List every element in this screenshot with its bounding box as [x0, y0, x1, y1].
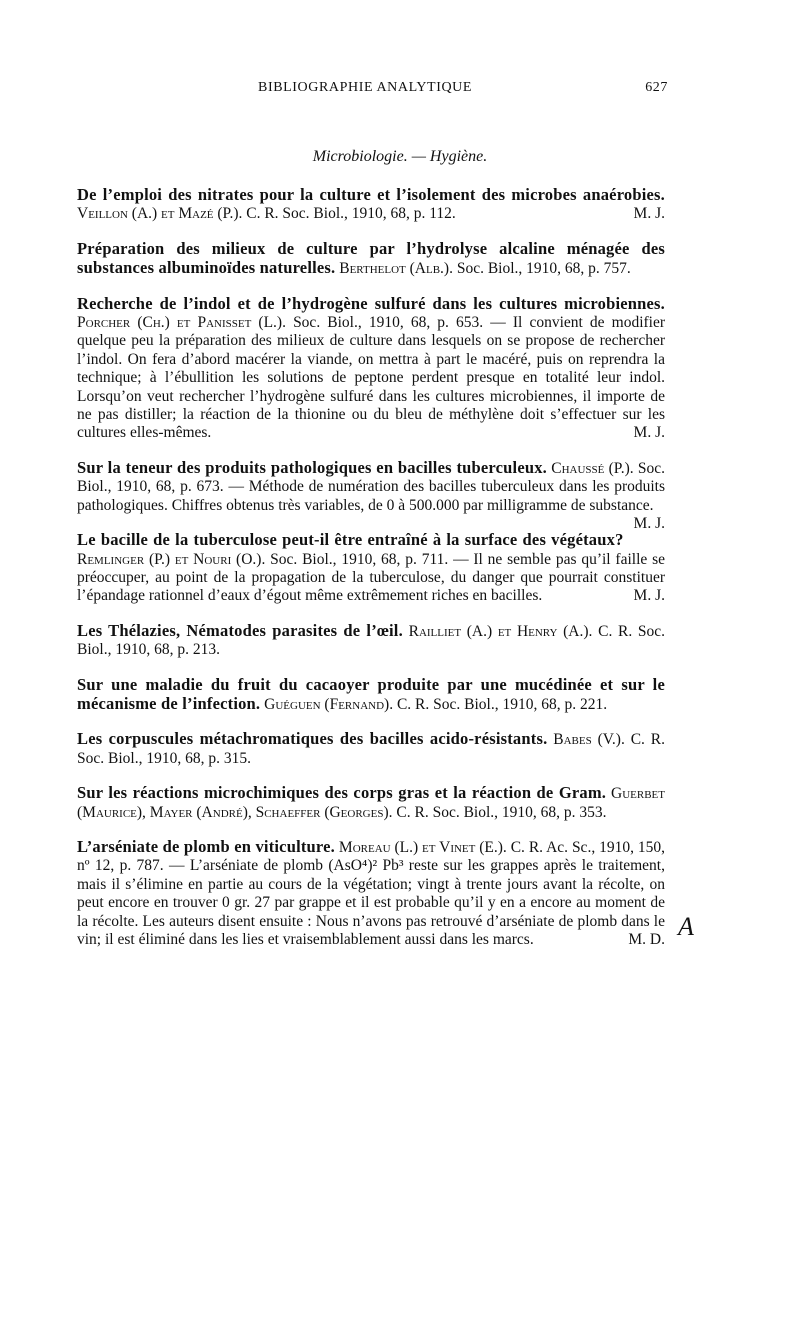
entry-authors: Babes (V.).	[553, 731, 625, 749]
entry-source: C. R. Soc. Biol., 1910, 68, p. 353.	[396, 803, 607, 821]
page-number: 627	[645, 80, 668, 95]
bibliography-entry	[77, 295, 665, 443]
entry-title: L’arséniate de plomb en viticulture.	[77, 836, 336, 856]
entry-title: Sur la teneur des produits pathologiques en bacilles tuberculeux.	[77, 457, 547, 477]
bibliography-entries	[77, 186, 665, 965]
bibliography-entry	[77, 531, 665, 606]
entry-source: Soc. Biol., 1910, 68, p. 673.	[77, 459, 666, 496]
entry-source: C. R. Ac. Sc., 1910, 150, nº 12, p. 787.	[77, 838, 665, 875]
handwritten-margin-note: A	[678, 912, 694, 941]
entry-authors: Guerbet (Maurice), Mayer (André), Schaeffer (Georges).	[77, 785, 666, 821]
entry-title: De l’emploi des nitrates pour la culture et l’isolement des microbes anaérobies.	[77, 185, 665, 204]
entry-source: Soc. Biol., 1910, 68, p. 653.	[293, 314, 484, 332]
bibliography-entry	[77, 186, 665, 224]
entry-authors: Berthelot (Alb.).	[339, 260, 453, 278]
running-title: BIBLIOGRAPHIE ANALYTIQUE	[258, 80, 473, 95]
bibliography-entry	[77, 622, 665, 660]
bibliography-entry	[77, 240, 665, 279]
entry-authors: Moreau (L.) et Vinet (E.).	[338, 838, 507, 856]
entry-title: Le bacille de la tuberculose peut-il être entraîné à la surface des végétaux?	[77, 530, 624, 550]
entry-source: C. R. Soc. Biol., 1910, 68, p. 112.	[246, 205, 456, 223]
entry-authors: Guéguen (Fernand).	[264, 695, 394, 713]
entry-abstract: — Méthode de numération des bacilles tuberculeux dans les produits pathologiques. Chiffres obtenus très variables, de 0 à 500.000 par milligramme de substance.	[77, 478, 666, 514]
section-title: Microbiologie. — Hygiène.	[312, 148, 488, 165]
entry-authors: Chaussé (P.).	[551, 459, 634, 477]
entry-source: C. R. Soc. Biol., 1910, 68, p. 315.	[77, 731, 665, 767]
entry-abstract: — Il convient de modifier quelque peu la préparation des milieux de culture dans lesquels on se propose de rechercher l’indol. On fera d’abord macérer la viande, on mettra à part le macéré, puis on reprendra la technique; à l’ébullition les solutions de peptone perdent presque en totalité leur indol. Lorsqu’on veut rechercher l’hydrogène sulfuré dans les cultures microbiennes, il importe de ne pas distiller; la réaction de la thionine ou du bleu de méthylène doit s’effectuer sur les cultures elles-mêmes.	[77, 314, 666, 442]
entry-abstract: — L’arséniate de plomb (AsO⁴)² Pb³ reste sur les grappes après le traitement, mais il s’élimine en partie au cours de la végétation; vingt à trente jours avant la récolte, on peut encore en trouver 0 gr. 27 par grappe et il est probable qu’il y en a encore au moment de la récolte. Les auteurs disent ensuite : Nous n’avons pas retrouvé d’arséniate de plomb dans le vin; il est éliminé dans les lies et vraisemblablement aussi dans les marcs.	[77, 857, 665, 948]
bibliography-entry	[77, 676, 665, 715]
entry-initials: M. J.	[633, 424, 665, 442]
entry-abstract: — Il ne semble pas qu’il faille se préoccuper, au point de la propagation de la tuberculose, du danger que pourrait constituer l’épandage rationnel d’eaux d’égout même extrêmement riches en bacilles.	[77, 550, 665, 605]
entry-source: C. R. Soc. Biol., 1910, 68, p. 213.	[77, 622, 666, 659]
bibliography-entry	[77, 730, 665, 768]
bibliography-entry	[77, 838, 665, 949]
bibliography-entry	[77, 457, 666, 533]
entry-title: Préparation des milieux de culture par l’hydrolyse alcaline ménagée des substances albuminoïdes naturelles.	[77, 238, 665, 278]
running-head	[258, 80, 668, 100]
entry-initials: M. D.	[628, 931, 665, 948]
entry-authors: Porcher (Ch.) et Panisset (L.).	[77, 314, 286, 332]
entry-title: Sur une maladie du fruit du cacaoyer produite par une mucédinée et sur le mécanisme de l’infection.	[77, 674, 665, 713]
entry-title: Sur les réactions microchimiques des corps gras et la réaction de Gram.	[77, 783, 607, 803]
entry-authors: Remlinger (P.) et Nouri (O.).	[77, 550, 266, 568]
entry-source: Soc. Biol., 1910, 68, p. 757.	[456, 260, 631, 278]
entry-authors: Veillon (A.) et Mazé (P.).	[77, 205, 243, 223]
entry-title: Les corpuscules métachromatiques des bacilles acido-résistants.	[77, 729, 548, 749]
bibliography-entry	[77, 784, 665, 822]
entry-source: Soc. Biol., 1910, 68, p. 711.	[270, 550, 449, 568]
entry-source: C. R. Soc. Biol., 1910, 68, p. 221.	[396, 695, 608, 713]
entry-authors: Railliet (A.) et Henry (A.).	[408, 622, 593, 640]
entry-title: Recherche de l’indol et de l’hydrogène sulfuré dans les cultures microbiennes.	[77, 293, 665, 313]
entry-title: Les Thélazies, Nématodes parasites de l’œil.	[77, 620, 403, 640]
entry-initials: M. J.	[633, 587, 665, 605]
entry-initials: M. J.	[633, 205, 665, 223]
entry-initials: M. J.	[633, 515, 665, 533]
